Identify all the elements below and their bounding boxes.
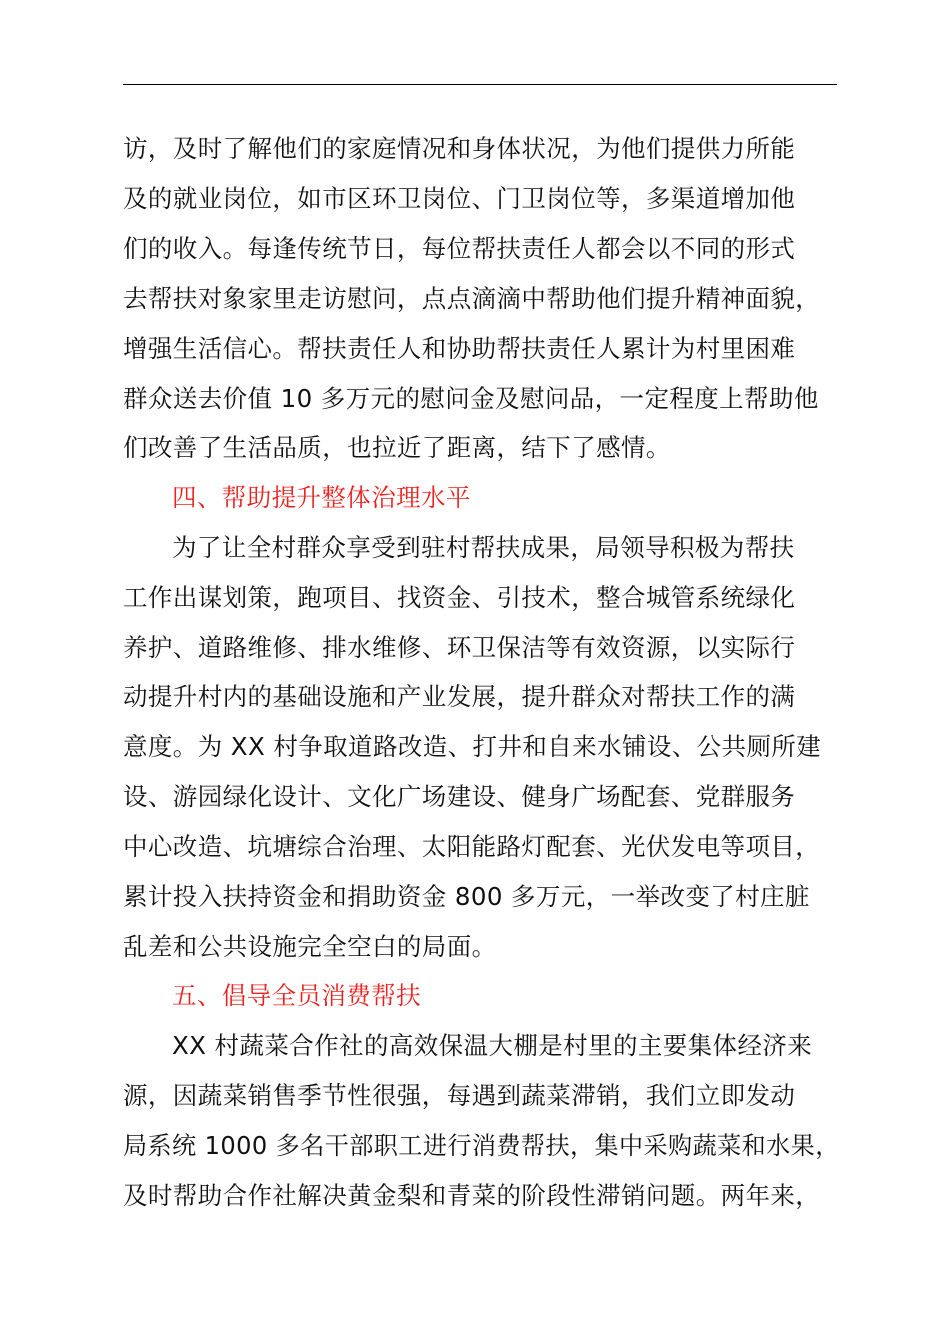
- body-line: 访，及时了解他们的家庭情况和身体状况，为他们提供力所能: [123, 134, 796, 163]
- body-line: 中心改造、坑塘综合治理、太阳能路灯配套、光伏发电等项目，: [123, 832, 821, 861]
- section-heading-4: 四、帮助提升整体治理水平: [172, 483, 471, 512]
- body-line: 去帮扶对象家里走访慰问，点点滴滴中帮助他们提升精神面貌，: [123, 284, 821, 313]
- body-line: 养护、道路维修、排水维修、环卫保洁等有效资源，以实际行: [123, 633, 796, 662]
- paragraph-first-line: XX 村蔬菜合作社的高效保温大棚是村里的主要集体经济来: [172, 1031, 813, 1060]
- body-line: 累计投入扶持资金和捐助资金 800 多万元，一举改变了村庄脏: [123, 882, 810, 911]
- body-line: 增强生活信心。帮扶责任人和协助帮扶责任人累计为村里困难: [123, 334, 796, 363]
- header-rule: [123, 84, 837, 85]
- body-line: 及时帮助合作社解决黄金梨和青菜的阶段性滞销问题。两年来，: [123, 1181, 821, 1210]
- section-heading-5: 五、倡导全员消费帮扶: [172, 981, 421, 1010]
- body-line: 意度。为 XX 村争取道路改造、打井和自来水铺设、公共厕所建: [123, 732, 822, 761]
- body-line: 源，因蔬菜销售季节性很强，每遇到蔬菜滞销，我们立即发动: [123, 1081, 796, 1110]
- body-line: 群众送去价值 10 多万元的慰问金及慰问品，一定程度上帮助他: [123, 384, 819, 413]
- body-line: 们改善了生活品质，也拉近了距离，结下了感情。: [123, 433, 671, 462]
- body-line: 工作出谋划策，跑项目、找资金、引技术，整合城管系统绿化: [123, 583, 796, 612]
- body-line: 及的就业岗位，如市区环卫岗位、门卫岗位等，多渠道增加他: [123, 184, 796, 213]
- body-line: 乱差和公共设施完全空白的局面。: [123, 932, 497, 961]
- body-line: 局系统 1000 多名干部职工进行消费帮扶，集中采购蔬菜和水果，: [123, 1131, 840, 1160]
- paragraph-first-line: 为了让全村群众享受到驻村帮扶成果，局领导积极为帮扶: [172, 533, 795, 562]
- body-line: 们的收入。每逢传统节日，每位帮扶责任人都会以不同的形式: [123, 234, 796, 263]
- body-line: 动提升村内的基础设施和产业发展，提升群众对帮扶工作的满: [123, 682, 796, 711]
- body-line: 设、游园绿化设计、文化广场建设、健身广场配套、党群服务: [123, 782, 796, 811]
